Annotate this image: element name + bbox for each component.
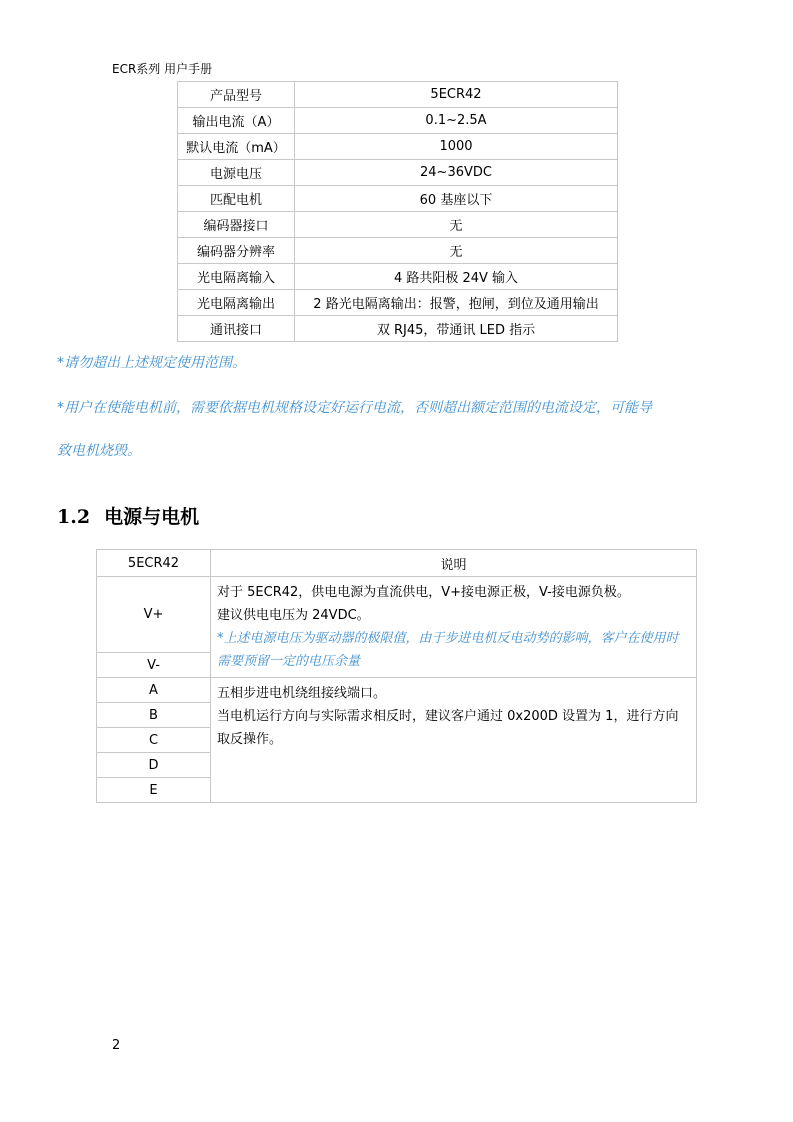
pin-v-minus: V-: [97, 653, 211, 678]
spec-label: 匹配电机: [178, 186, 295, 212]
power-desc-line2: 建议供电电压为 24VDC。: [217, 608, 370, 623]
spec-value: 0.1~2.5A: [295, 108, 618, 134]
section-title: [57, 503, 199, 531]
section-heading: 电源与电机: [104, 506, 200, 528]
spec-label: 电源电压: [178, 160, 295, 186]
table-row: [178, 108, 618, 134]
spec-value: 无: [295, 212, 618, 238]
spec-value: 2 路光电隔离输出：报警，抱闸，到位及通用输出: [295, 290, 618, 316]
motor-desc-line1: 五相步进电机绕组接线端口。: [217, 686, 387, 701]
table-row: [97, 678, 697, 703]
section-number: 1.2: [57, 506, 91, 528]
pin-a: A: [97, 678, 211, 703]
table-row: [178, 212, 618, 238]
spec-label: 编码器接口: [178, 212, 295, 238]
current-setting-note-line2: 致电机烧毁。: [57, 443, 141, 459]
table-row: [178, 160, 618, 186]
motor-desc-line2: 当电机运行方向与实际需求相反时，建议客户通过 0x200D 设置为 1，进行方向取反操作。: [217, 709, 679, 747]
spec-value: 1000: [295, 134, 618, 160]
table-row: [178, 82, 618, 108]
spec-label: 输出电流（A）: [178, 108, 295, 134]
power-description: [211, 577, 697, 678]
table-row: [178, 290, 618, 316]
current-setting-note: [57, 397, 747, 462]
spec-value: 4 路共阳极 24V 输入: [295, 264, 618, 290]
current-setting-note-line1: *用户在使能电机前，需要依据电机规格设定好运行电流，否则超出额定范围的电流设定，可能导: [57, 400, 652, 416]
power-motor-table: [96, 549, 697, 803]
pin-d: D: [97, 753, 211, 778]
spec-label: 默认电流（mA）: [178, 134, 295, 160]
pin-v-plus: V+: [97, 577, 211, 653]
power-desc-line1: 对于 5ECR42，供电电源为直流供电，V+接电源正极，V-接电源负极。: [217, 585, 630, 600]
spec-label: 产品型号: [178, 82, 295, 108]
table-row: [178, 186, 618, 212]
spec-label: 通讯接口: [178, 316, 295, 342]
spec-value: 无: [295, 238, 618, 264]
spec-value: 双 RJ45，带通讯 LED 指示: [295, 316, 618, 342]
motor-description: [211, 678, 697, 803]
spec-label: 光电隔离输出: [178, 290, 295, 316]
spec-table: [177, 81, 618, 342]
document-header: ECR系列 用户手册: [112, 62, 213, 76]
spec-value: 5ECR42: [295, 82, 618, 108]
table-row: [97, 577, 697, 653]
table-row: [178, 264, 618, 290]
header-description: 说明: [211, 550, 697, 577]
table-row: [178, 134, 618, 160]
table-header-row: [97, 550, 697, 577]
pin-c: C: [97, 728, 211, 753]
power-voltage-note: *上述电源电压为驱动器的极限值，由于步进电机反电动势的影响，客户在使用时需要预留一定的电压余量: [217, 631, 679, 669]
table-row: [178, 316, 618, 342]
spec-label: 编码器分辨率: [178, 238, 295, 264]
spec-value: 60 基座以下: [295, 186, 618, 212]
header-model: 5ECR42: [97, 550, 211, 577]
page-number: 2: [112, 1038, 121, 1053]
spec-label: 光电隔离输入: [178, 264, 295, 290]
pin-e: E: [97, 778, 211, 803]
usage-range-note: *请勿超出上述规定使用范围。: [57, 355, 246, 371]
spec-value: 24~36VDC: [295, 160, 618, 186]
pin-b: B: [97, 703, 211, 728]
table-row: [178, 238, 618, 264]
